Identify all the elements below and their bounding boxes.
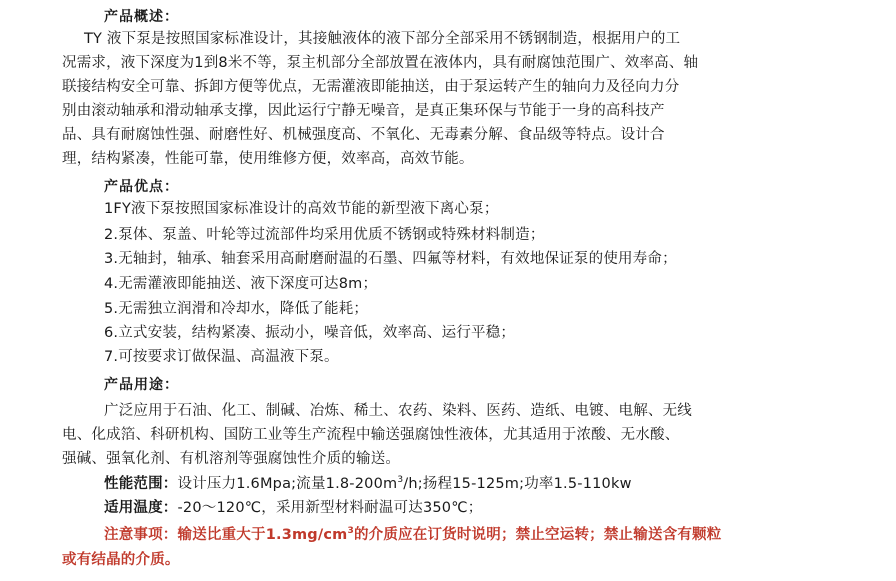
notice-text-a: 输送比重大于1.3mg/cm — [177, 527, 348, 543]
temperature-range — [104, 499, 482, 517]
notice-label: 注意事项： — [104, 527, 178, 543]
advantage-item: 3.无轴封，轴承、轴套采用高耐磨耐温的石墨、四氟等材料，有效地保证泵的使用寿命； — [104, 251, 677, 267]
notice — [104, 526, 721, 544]
notice-text-b: 的介质应在订货时说明；禁止空运转；禁止输送含有颗粒 — [353, 527, 722, 543]
advantages-heading: 产品优点： — [104, 179, 179, 195]
advantage-item: 1FY液下泵按照国家标准设计的高效节能的新型液下离心泵； — [104, 201, 499, 217]
overview-line: 品、具有耐腐蚀性强、耐磨性好、机械强度高、不氧化、无毒素分解、食品级等特点。设计合 — [62, 127, 665, 143]
overview-line: 况需求，液下深度为1到8米不等，泵主机部分全部放置在液体内，具有耐腐蚀范围广、效率高、轴 — [62, 55, 699, 71]
performance-text-b: /h;扬程15-125m;功率1.5-110kw — [403, 476, 632, 492]
advantage-item: 4.无需灌液即能抽送、液下深度可达8m； — [104, 276, 378, 292]
overview-line: TY 液下泵是按照国家标准设计，其接触液体的液下部分全部采用不锈钢制造，根据用户的工 — [84, 31, 681, 47]
overview-line: 联接结构安全可靠、拆卸方便等优点，无需灌液即能抽送，由于泵运转产生的轴向力及径向力分 — [62, 79, 680, 95]
performance-text-a: 设计压力1.6Mpa;流量1.8-200m — [177, 476, 398, 492]
performance-label: 性能范围： — [104, 476, 178, 492]
advantage-item: 6.立式安装，结构紧凑、振动小，噪音低，效率高、运行平稳； — [104, 325, 516, 341]
advantage-item: 7.可按要求订做保温、高温液下泵。 — [104, 349, 339, 365]
usage-line: 广泛应用于石油、化工、制碱、冶炼、稀土、农药、染料、医药、造纸、电镀、电解、无线 — [104, 403, 692, 419]
performance-range — [104, 475, 632, 493]
usage-line: 电、化成箔、科研机构、国防工业等生产流程中输送强腐蚀性液体，尤其适用于浓酸、无水酸、 — [62, 427, 680, 443]
temperature-label: 适用温度： — [104, 500, 178, 516]
temperature-text: -20～120℃，采用新型材料耐温可达350℃； — [177, 500, 483, 516]
advantage-item: 2.泵体、泵盖、叶轮等过流部件均采用优质不锈钢或特殊材料制造； — [104, 227, 545, 243]
performance-superscript: 3 — [397, 475, 404, 486]
notice-line-2: 或有结晶的介质。 — [62, 552, 180, 568]
usage-heading: 产品用途： — [104, 377, 179, 393]
overview-line: 理，结构紧凑，性能可靠，使用维修方便，效率高，高效节能。 — [62, 151, 474, 167]
overview-heading: 产品概述： — [104, 9, 179, 25]
notice-superscript: 3 — [347, 526, 354, 537]
usage-line: 强碱、强氧化剂、有机溶剂等强腐蚀性介质的输送。 — [62, 451, 401, 467]
advantage-item: 5.无需独立润滑和冷却水，降低了能耗； — [104, 301, 369, 317]
overview-line: 别由滚动轴承和滑动轴承支撑，因此运行宁静无噪音，是真正集环保与节能于一身的高科技产 — [62, 103, 665, 119]
